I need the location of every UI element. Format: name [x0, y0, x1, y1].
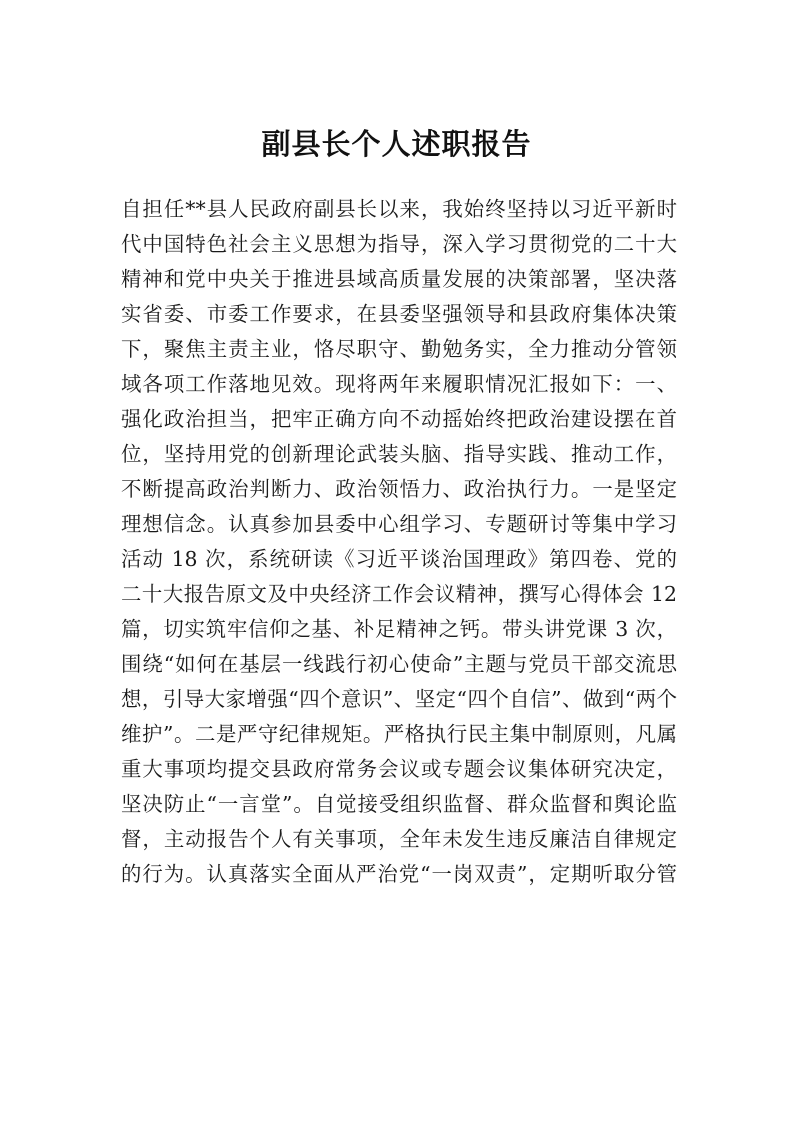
body-line: 想，引导大家增强“四个意识”、坚定“四个自信”、做到“两个 — [121, 687, 677, 711]
body-line: 二十大报告原文及中央经济工作会议精神，撰写心得体会 12 — [121, 582, 677, 606]
body-line: 自担任**县人民政府副县长以来，我始终坚持以习近平新时 — [121, 197, 677, 221]
body-line: 理想信念。认真参加县委中心组学习、专题研讨等集中学习 — [121, 512, 677, 536]
body-line: 重大事项均提交县政府常务会议或专题会议集体研究决定， — [121, 757, 677, 781]
body-line: 坚决防止“一言堂”。自觉接受组织监督、群众监督和舆论监 — [121, 792, 677, 816]
body-line: 的行为。认真落实全面从严治党“一岗双责”，定期听取分管 — [121, 862, 677, 886]
body-line: 篇，切实筑牢信仰之基、补足精神之钙。带头讲党课 3 次， — [121, 617, 677, 641]
body-line: 维护”。二是严守纪律规矩。严格执行民主集中制原则，凡属 — [121, 722, 677, 746]
document-title: 副县长个人述职报告 — [261, 127, 532, 161]
body-line: 强化政治担当，把牢正确方向不动摇始终把政治建设摆在首 — [121, 407, 677, 431]
body-line: 实省委、市委工作要求，在县委坚强领导和县政府集体决策 — [121, 302, 677, 326]
body-line: 围绕“如何在基层一线践行初心使命”主题与党员干部交流思 — [121, 652, 677, 676]
body-line: 督，主动报告个人有关事项，全年未发生违反廉洁自律规定 — [121, 827, 677, 851]
body-line: 活动 18 次，系统研读《习近平谈治国理政》第四卷、党的 — [121, 547, 677, 571]
body-line: 精神和党中央关于推进县域高质量发展的决策部署，坚决落 — [121, 267, 677, 291]
document-body — [121, 192, 677, 892]
body-line: 下，聚焦主责主业，恪尽职守、勤勉务实，全力推动分管领 — [121, 337, 677, 361]
body-line: 位，坚持用党的创新理论武装头脑、指导实践、推动工作， — [121, 442, 677, 466]
body-line: 代中国特色社会主义思想为指导，深入学习贯彻党的二十大 — [121, 232, 677, 256]
body-line: 域各项工作落地见效。现将两年来履职情况汇报如下：一、 — [121, 372, 677, 396]
body-line: 不断提高政治判断力、政治领悟力、政治执行力。一是坚定 — [121, 477, 677, 501]
